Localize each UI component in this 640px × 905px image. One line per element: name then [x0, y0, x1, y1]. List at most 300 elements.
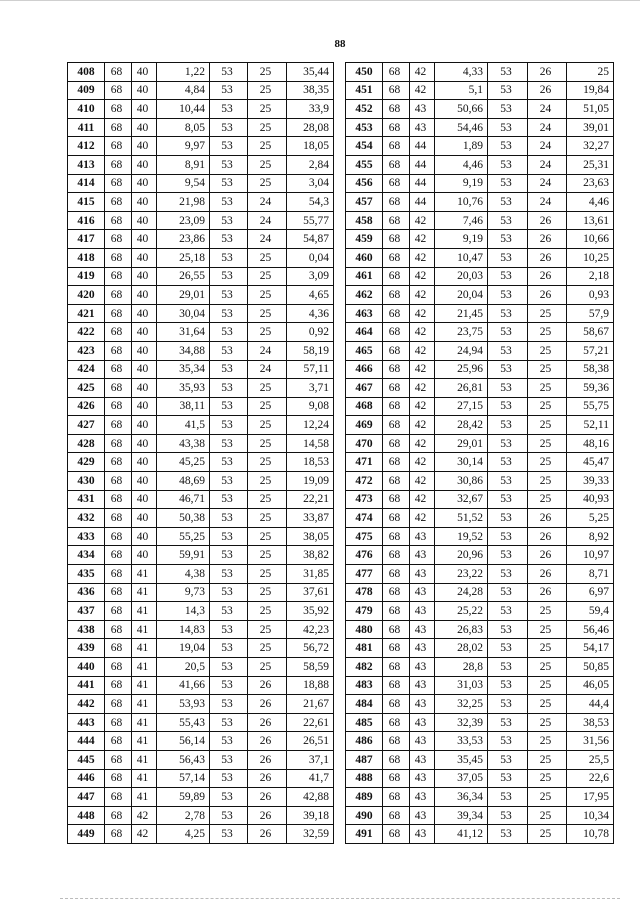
- cell-lon-sec: 3,09: [287, 267, 334, 286]
- cell-point: 457: [346, 193, 383, 212]
- cell-lat-deg: 68: [383, 565, 410, 584]
- cell-lat-min: 40: [132, 490, 157, 509]
- table-row: [68, 546, 334, 565]
- cell-lat-deg: 68: [105, 509, 132, 528]
- cell-lon-min: 25: [248, 137, 287, 156]
- top-rule: [0, 0, 640, 1]
- cell-lon-sec: 13,61: [567, 211, 614, 230]
- cell-lat-deg: 68: [105, 453, 132, 472]
- cell-lon-sec: 25: [567, 63, 614, 82]
- table-row: [346, 527, 614, 546]
- cell-lat-deg: 68: [383, 174, 410, 193]
- cell-lon-sec: 4,65: [287, 286, 334, 305]
- cell-lon-sec: 45,47: [567, 453, 614, 472]
- cell-lat-sec: 29,01: [157, 286, 210, 305]
- cell-lon-deg: 53: [488, 676, 528, 695]
- cell-lat-deg: 68: [383, 732, 410, 751]
- cell-point: 459: [346, 230, 383, 249]
- cell-point: 465: [346, 341, 383, 360]
- table-row: [346, 565, 614, 584]
- table-row: [68, 620, 334, 639]
- table-row: [68, 658, 334, 677]
- cell-lon-deg: 53: [210, 193, 248, 212]
- cell-lon-min: 26: [248, 732, 287, 751]
- cell-lon-sec: 3,04: [287, 174, 334, 193]
- cell-lon-min: 26: [528, 81, 567, 100]
- cell-lon-deg: 53: [488, 750, 528, 769]
- cell-lat-min: 42: [410, 63, 435, 82]
- cell-lon-min: 25: [248, 267, 287, 286]
- cell-point: 455: [346, 155, 383, 174]
- cell-lat-sec: 19,04: [157, 639, 210, 658]
- table-row: [68, 63, 334, 82]
- cell-lat-min: 40: [132, 174, 157, 193]
- cell-lat-sec: 14,3: [157, 602, 210, 621]
- table-row: [68, 193, 334, 212]
- cell-lon-min: 25: [528, 788, 567, 807]
- cell-lon-deg: 53: [488, 360, 528, 379]
- cell-lat-min: 40: [132, 341, 157, 360]
- cell-lat-min: 40: [132, 360, 157, 379]
- cell-lon-min: 26: [248, 695, 287, 714]
- cell-lon-deg: 53: [488, 527, 528, 546]
- table-row: [346, 248, 614, 267]
- cell-lat-sec: 25,96: [435, 360, 488, 379]
- cell-lat-deg: 68: [105, 788, 132, 807]
- cell-lon-min: 25: [248, 416, 287, 435]
- cell-lat-sec: 24,94: [435, 341, 488, 360]
- cell-lat-deg: 68: [105, 527, 132, 546]
- cell-lat-min: 40: [132, 546, 157, 565]
- cell-lon-min: 25: [248, 323, 287, 342]
- table-row: [346, 676, 614, 695]
- cell-lat-deg: 68: [105, 472, 132, 491]
- cell-lat-sec: 56,14: [157, 732, 210, 751]
- cell-lon-sec: 37,1: [287, 750, 334, 769]
- cell-lon-min: 25: [528, 397, 567, 416]
- cell-lon-sec: 48,16: [567, 434, 614, 453]
- cell-lat-deg: 68: [105, 583, 132, 602]
- cell-point: 466: [346, 360, 383, 379]
- table-row: [346, 620, 614, 639]
- cell-lon-deg: 53: [210, 713, 248, 732]
- page-number: 88: [334, 38, 346, 50]
- cell-lat-deg: 68: [383, 602, 410, 621]
- table-row: [68, 676, 334, 695]
- cell-lon-min: 25: [248, 527, 287, 546]
- cell-lat-min: 42: [410, 360, 435, 379]
- cell-lon-deg: 53: [210, 230, 248, 249]
- cell-lat-min: 43: [410, 546, 435, 565]
- cell-lon-min: 24: [248, 211, 287, 230]
- cell-point: 427: [68, 416, 105, 435]
- cell-lat-sec: 4,33: [435, 63, 488, 82]
- cell-lat-min: 41: [132, 713, 157, 732]
- cell-lon-sec: 6,97: [567, 583, 614, 602]
- cell-lat-sec: 7,46: [435, 211, 488, 230]
- cell-lat-min: 42: [410, 267, 435, 286]
- cell-lon-sec: 18,05: [287, 137, 334, 156]
- cell-lon-sec: 0,93: [567, 286, 614, 305]
- cell-lon-min: 25: [248, 379, 287, 398]
- cell-lat-min: 42: [410, 472, 435, 491]
- cell-lon-min: 25: [248, 304, 287, 323]
- cell-point: 482: [346, 658, 383, 677]
- cell-lat-min: 43: [410, 825, 435, 844]
- cell-lat-min: 40: [132, 304, 157, 323]
- cell-lon-min: 25: [528, 769, 567, 788]
- cell-lon-min: 26: [528, 248, 567, 267]
- table-row: [68, 211, 334, 230]
- cell-lon-sec: 21,67: [287, 695, 334, 714]
- cell-lon-sec: 46,05: [567, 676, 614, 695]
- cell-lon-deg: 53: [210, 360, 248, 379]
- cell-lon-sec: 25,31: [567, 155, 614, 174]
- cell-lon-deg: 53: [488, 416, 528, 435]
- cell-lon-deg: 53: [210, 434, 248, 453]
- cell-lon-deg: 53: [210, 490, 248, 509]
- table-row: [68, 323, 334, 342]
- table-row: [346, 639, 614, 658]
- table-row: [346, 323, 614, 342]
- cell-point: 484: [346, 695, 383, 714]
- cell-lat-sec: 56,43: [157, 750, 210, 769]
- table-row: [346, 341, 614, 360]
- cell-lat-sec: 30,04: [157, 304, 210, 323]
- cell-lat-deg: 68: [383, 713, 410, 732]
- cell-lat-min: 43: [410, 676, 435, 695]
- cell-lat-sec: 20,5: [157, 658, 210, 677]
- cell-lat-sec: 50,38: [157, 509, 210, 528]
- table-row: [68, 397, 334, 416]
- cell-lat-sec: 23,09: [157, 211, 210, 230]
- cell-lon-sec: 39,01: [567, 118, 614, 137]
- cell-point: 416: [68, 211, 105, 230]
- cell-lat-min: 42: [410, 341, 435, 360]
- cell-lon-sec: 23,63: [567, 174, 614, 193]
- table-row: [68, 137, 334, 156]
- cell-lat-min: 40: [132, 416, 157, 435]
- cell-lat-deg: 68: [105, 267, 132, 286]
- cell-lon-deg: 53: [488, 193, 528, 212]
- cell-lon-deg: 53: [488, 602, 528, 621]
- cell-lon-deg: 53: [210, 565, 248, 584]
- cell-lon-min: 25: [528, 825, 567, 844]
- table-row: [346, 509, 614, 528]
- table-row: [346, 750, 614, 769]
- cell-lon-sec: 22,61: [287, 713, 334, 732]
- cell-point: 445: [68, 750, 105, 769]
- cell-lon-min: 26: [248, 788, 287, 807]
- cell-lon-sec: 17,95: [567, 788, 614, 807]
- cell-lat-deg: 68: [383, 676, 410, 695]
- cell-lon-deg: 53: [210, 602, 248, 621]
- cell-lon-sec: 54,17: [567, 639, 614, 658]
- cell-lat-sec: 28,8: [435, 658, 488, 677]
- cell-point: 425: [68, 379, 105, 398]
- cell-lon-sec: 50,85: [567, 658, 614, 677]
- cell-lon-min: 26: [528, 565, 567, 584]
- cell-lon-min: 25: [528, 379, 567, 398]
- cell-lon-deg: 53: [488, 81, 528, 100]
- cell-lon-deg: 53: [488, 323, 528, 342]
- cell-point: 468: [346, 397, 383, 416]
- cell-lon-deg: 53: [210, 788, 248, 807]
- cell-lon-min: 26: [528, 527, 567, 546]
- cell-lat-deg: 68: [383, 323, 410, 342]
- cell-lon-min: 26: [528, 546, 567, 565]
- cell-point: 411: [68, 118, 105, 137]
- table-row: [68, 453, 334, 472]
- cell-lat-deg: 68: [383, 230, 410, 249]
- cell-lat-deg: 68: [105, 118, 132, 137]
- cell-lon-min: 26: [528, 583, 567, 602]
- cell-lon-min: 25: [528, 676, 567, 695]
- cell-lon-deg: 53: [210, 695, 248, 714]
- cell-point: 433: [68, 527, 105, 546]
- cell-lat-min: 40: [132, 509, 157, 528]
- cell-lon-min: 26: [248, 713, 287, 732]
- cell-lon-min: 25: [248, 658, 287, 677]
- cell-lat-min: 41: [132, 732, 157, 751]
- cell-lon-min: 26: [528, 267, 567, 286]
- cell-point: 483: [346, 676, 383, 695]
- cell-lon-min: 24: [528, 174, 567, 193]
- table-row: [346, 453, 614, 472]
- cell-lon-min: 25: [528, 416, 567, 435]
- cell-lat-deg: 68: [383, 490, 410, 509]
- cell-lon-min: 26: [248, 676, 287, 695]
- cell-lat-min: 43: [410, 658, 435, 677]
- cell-lat-min: 41: [132, 658, 157, 677]
- cell-lon-deg: 53: [488, 174, 528, 193]
- cell-point: 432: [68, 509, 105, 528]
- cell-lon-sec: 39,33: [567, 472, 614, 491]
- cell-lat-deg: 68: [383, 155, 410, 174]
- cell-point: 426: [68, 397, 105, 416]
- cell-lon-deg: 53: [210, 658, 248, 677]
- cell-point: 480: [346, 620, 383, 639]
- cell-lon-sec: 59,36: [567, 379, 614, 398]
- cell-lon-deg: 53: [488, 509, 528, 528]
- cell-lat-sec: 4,46: [435, 155, 488, 174]
- cell-lon-min: 26: [528, 63, 567, 82]
- cell-lat-min: 41: [132, 769, 157, 788]
- cell-lon-min: 26: [248, 750, 287, 769]
- cell-lat-deg: 68: [383, 769, 410, 788]
- cell-lat-sec: 51,52: [435, 509, 488, 528]
- cell-lat-sec: 43,38: [157, 434, 210, 453]
- cell-lon-deg: 53: [210, 620, 248, 639]
- cell-point: 415: [68, 193, 105, 212]
- cell-lon-min: 25: [248, 155, 287, 174]
- cell-lat-sec: 23,22: [435, 565, 488, 584]
- cell-lat-sec: 32,25: [435, 695, 488, 714]
- cell-lat-sec: 30,14: [435, 453, 488, 472]
- cell-point: 423: [68, 341, 105, 360]
- cell-lon-deg: 53: [210, 341, 248, 360]
- cell-lat-sec: 20,96: [435, 546, 488, 565]
- cell-lon-min: 25: [248, 397, 287, 416]
- cell-lat-sec: 54,46: [435, 118, 488, 137]
- cell-lon-min: 25: [248, 639, 287, 658]
- cell-lon-deg: 53: [210, 472, 248, 491]
- cell-lat-min: 42: [410, 397, 435, 416]
- cell-lon-sec: 10,66: [567, 230, 614, 249]
- cell-lat-sec: 2,78: [157, 806, 210, 825]
- cell-lat-deg: 68: [105, 750, 132, 769]
- cell-lon-min: 26: [528, 211, 567, 230]
- cell-lat-sec: 9,73: [157, 583, 210, 602]
- cell-lat-min: 40: [132, 472, 157, 491]
- cell-lat-sec: 59,91: [157, 546, 210, 565]
- cell-lat-sec: 23,86: [157, 230, 210, 249]
- cell-lon-min: 25: [248, 81, 287, 100]
- cell-lat-deg: 68: [383, 527, 410, 546]
- cell-point: 447: [68, 788, 105, 807]
- cell-lat-min: 41: [132, 583, 157, 602]
- cell-point: 491: [346, 825, 383, 844]
- cell-lon-min: 25: [528, 806, 567, 825]
- cell-lat-min: 40: [132, 155, 157, 174]
- cell-point: 440: [68, 658, 105, 677]
- cell-lon-deg: 53: [488, 341, 528, 360]
- cell-lat-min: 42: [410, 509, 435, 528]
- cell-point: 438: [68, 620, 105, 639]
- cell-point: 419: [68, 267, 105, 286]
- table-row: [68, 713, 334, 732]
- cell-lon-deg: 53: [488, 769, 528, 788]
- cell-lat-deg: 68: [383, 472, 410, 491]
- cell-lon-deg: 53: [488, 304, 528, 323]
- cell-lon-min: 25: [248, 509, 287, 528]
- cell-lon-min: 24: [248, 230, 287, 249]
- cell-point: 476: [346, 546, 383, 565]
- cell-lon-sec: 10,25: [567, 248, 614, 267]
- cell-lat-sec: 59,89: [157, 788, 210, 807]
- cell-lat-deg: 68: [105, 769, 132, 788]
- cell-point: 439: [68, 639, 105, 658]
- cell-lat-deg: 68: [383, 81, 410, 100]
- cell-lat-deg: 68: [105, 602, 132, 621]
- table-row: [346, 546, 614, 565]
- cell-lon-sec: 19,84: [567, 81, 614, 100]
- cell-lat-deg: 68: [105, 304, 132, 323]
- cell-point: 441: [68, 676, 105, 695]
- cell-lat-sec: 8,05: [157, 118, 210, 137]
- cell-lon-deg: 53: [488, 732, 528, 751]
- table-row: [346, 360, 614, 379]
- cell-lon-deg: 53: [488, 788, 528, 807]
- cell-lat-deg: 68: [383, 825, 410, 844]
- table-row: [68, 825, 334, 844]
- cell-point: 461: [346, 267, 383, 286]
- table-row: [68, 695, 334, 714]
- cell-lat-deg: 68: [105, 379, 132, 398]
- cell-lat-sec: 20,03: [435, 267, 488, 286]
- cell-lat-sec: 29,01: [435, 434, 488, 453]
- cell-lat-min: 40: [132, 137, 157, 156]
- table-row: [346, 658, 614, 677]
- cell-lat-sec: 24,28: [435, 583, 488, 602]
- cell-lat-sec: 1,22: [157, 63, 210, 82]
- cell-point: 421: [68, 304, 105, 323]
- table-row: [68, 472, 334, 491]
- cell-lat-sec: 26,81: [435, 379, 488, 398]
- table-row: [346, 769, 614, 788]
- cell-point: 462: [346, 286, 383, 305]
- cell-point: 408: [68, 63, 105, 82]
- cell-lon-min: 25: [528, 304, 567, 323]
- cell-lon-min: 25: [528, 434, 567, 453]
- cell-point: 472: [346, 472, 383, 491]
- cell-lat-deg: 68: [383, 695, 410, 714]
- cell-lon-deg: 53: [210, 100, 248, 119]
- coordinates-table-right: [345, 62, 614, 844]
- cell-lat-sec: 35,45: [435, 750, 488, 769]
- cell-lat-deg: 68: [383, 434, 410, 453]
- table-row: [346, 137, 614, 156]
- cell-point: 464: [346, 323, 383, 342]
- cell-lon-sec: 26,51: [287, 732, 334, 751]
- cell-point: 429: [68, 453, 105, 472]
- cell-lon-deg: 53: [488, 100, 528, 119]
- cell-point: 456: [346, 174, 383, 193]
- cell-lat-min: 40: [132, 379, 157, 398]
- cell-lat-min: 44: [410, 174, 435, 193]
- cell-lon-deg: 53: [210, 286, 248, 305]
- table-row: [68, 509, 334, 528]
- cell-lat-sec: 37,05: [435, 769, 488, 788]
- cell-point: 487: [346, 750, 383, 769]
- cell-point: 418: [68, 248, 105, 267]
- cell-lat-sec: 19,52: [435, 527, 488, 546]
- cell-lat-deg: 68: [383, 397, 410, 416]
- cell-lon-min: 25: [248, 453, 287, 472]
- cell-lat-deg: 68: [105, 695, 132, 714]
- cell-lat-sec: 20,04: [435, 286, 488, 305]
- cell-point: 420: [68, 286, 105, 305]
- cell-lon-sec: 32,59: [287, 825, 334, 844]
- cell-lat-min: 40: [132, 453, 157, 472]
- table-row: [68, 286, 334, 305]
- cell-lat-sec: 50,66: [435, 100, 488, 119]
- table-row: [346, 732, 614, 751]
- cell-point: 437: [68, 602, 105, 621]
- cell-lon-deg: 53: [488, 118, 528, 137]
- table-row: [68, 565, 334, 584]
- cell-lon-min: 26: [528, 509, 567, 528]
- cell-lat-sec: 9,19: [435, 230, 488, 249]
- cell-lon-sec: 18,88: [287, 676, 334, 695]
- cell-lat-deg: 68: [105, 155, 132, 174]
- cell-lat-deg: 68: [383, 639, 410, 658]
- cell-lat-deg: 68: [105, 434, 132, 453]
- cell-lon-sec: 22,21: [287, 490, 334, 509]
- cell-lon-deg: 53: [488, 286, 528, 305]
- cell-lat-min: 40: [132, 267, 157, 286]
- cell-lon-deg: 53: [488, 620, 528, 639]
- cell-lon-min: 26: [248, 806, 287, 825]
- cell-lon-min: 26: [248, 769, 287, 788]
- cell-point: 490: [346, 806, 383, 825]
- cell-lat-sec: 1,89: [435, 137, 488, 156]
- cell-lat-deg: 68: [383, 118, 410, 137]
- cell-lat-sec: 41,66: [157, 676, 210, 695]
- cell-lat-sec: 10,47: [435, 248, 488, 267]
- cell-point: 485: [346, 713, 383, 732]
- cell-lon-deg: 53: [210, 509, 248, 528]
